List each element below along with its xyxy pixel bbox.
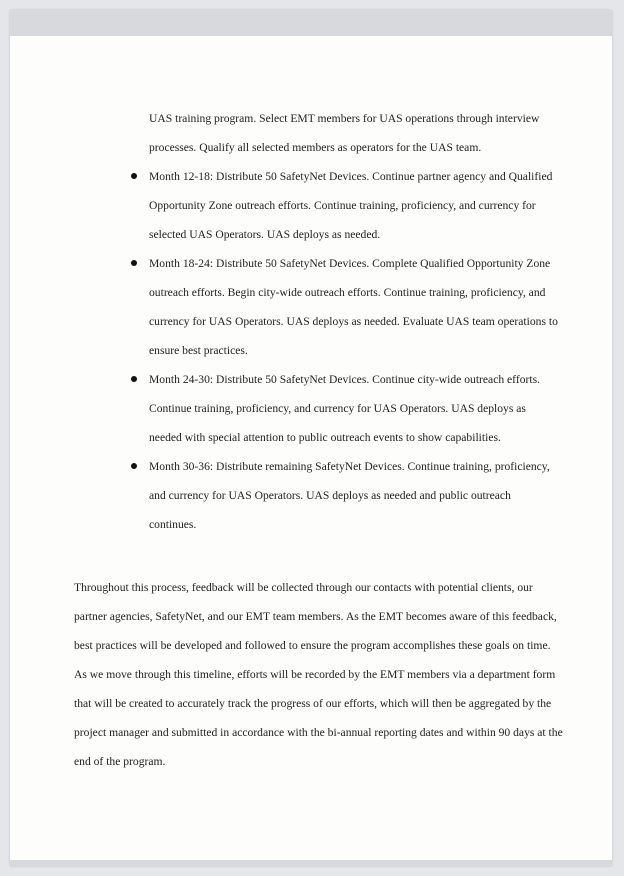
bullet-item-month-18-24: [149, 249, 561, 365]
bullet-text: Month 24-30: Distribute 50 SafetyNet Devices. Continue city-wide outreach efforts. Continue training, proficiency, and currency for UAS Operators. UAS deploys as needed with special attention to public outreach events to show capabilities.: [149, 373, 540, 444]
bullet-text: Month 12-18: Distribute 50 SafetyNet Devices. Continue partner agency and Qualified Opportunity Zone outreach efforts. Continue training, proficiency, and currency for selected UAS Operators. UAS deploys as needed.: [149, 170, 553, 241]
bullet-dot-icon: [131, 376, 137, 382]
bullet-text: Month 30-36: Distribute remaining SafetyNet Devices. Continue training, proficiency, and currency for UAS Operators. UAS deploys as needed and public outreach continues.: [149, 460, 550, 531]
document-page: [10, 10, 612, 866]
bullet-item-month-12-18: [149, 162, 561, 249]
bullet-item-month-24-30: [149, 365, 561, 452]
bullet-dot-icon: [131, 463, 137, 469]
bullet-item-month-30-36: [149, 452, 561, 539]
page-bottom-band: [10, 860, 612, 866]
page-top-band: [10, 10, 612, 36]
bullet-dot-icon: [131, 173, 137, 179]
continued-paragraph: UAS training program. Select EMT members for UAS operations through interview processes. Qualify all selected members as operators for the UAS team.: [149, 112, 540, 154]
bullet-dot-icon: [131, 260, 137, 266]
closing-paragraph: Throughout this process, feedback will be collected through our contacts with potential clients, our partner agencies, SafetyNet, and our EMT team members. As the EMT becomes aware of this feedback, best practices will be developed and followed to ensure the program accomplishes these goals on time. As we move through this timeline, efforts will be recorded by the EMT members via a department form that will be created to accurately track the progress of our efforts, which will then be aggregated by the project manager and submitted in accordance with the bi-annual reporting dates and within 90 days at the end of the program.: [74, 581, 563, 768]
bullet-text: Month 18-24: Distribute 50 SafetyNet Devices. Complete Qualified Opportunity Zone outreach efforts. Begin city-wide outreach efforts. Continue training, proficiency, and currency for UAS Operators. UAS deploys as needed. Evaluate UAS team operations to ensure best practices.: [149, 257, 558, 357]
timeline-bullet-list: [149, 162, 561, 539]
